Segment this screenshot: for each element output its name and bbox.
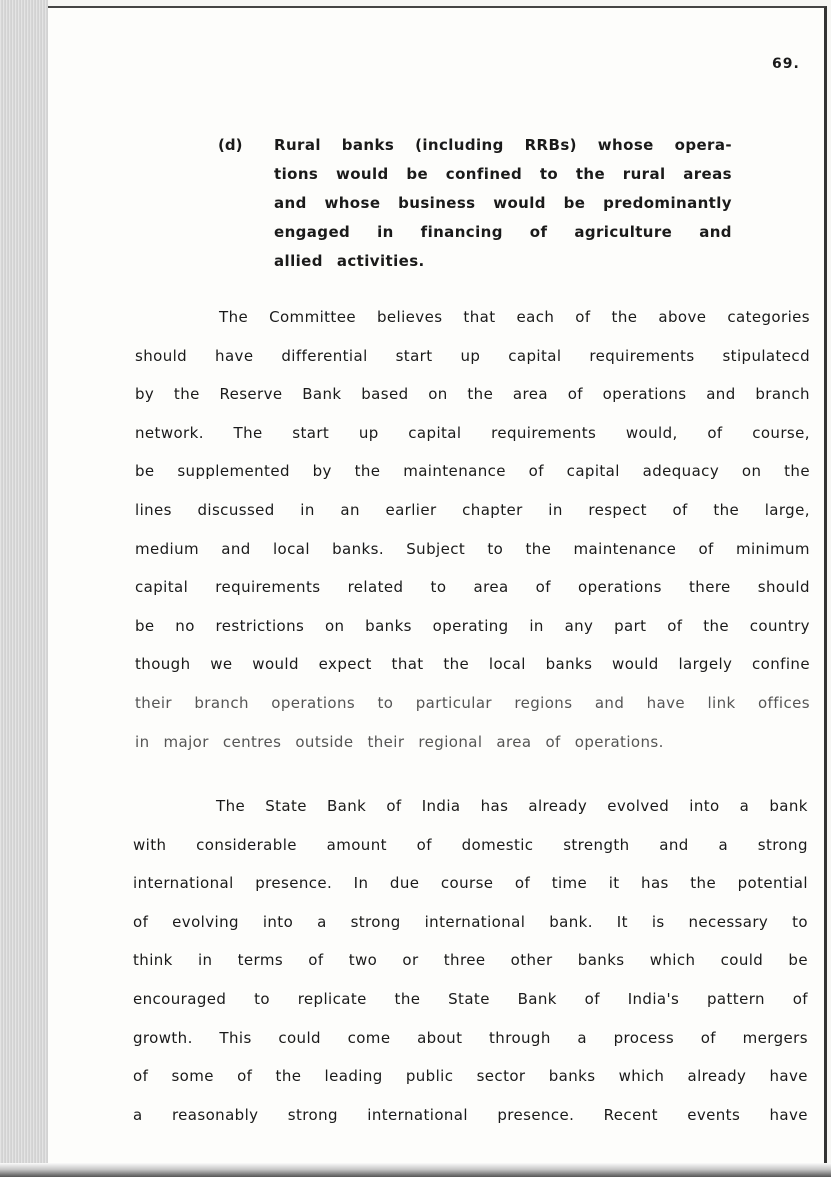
paragraph-2-line: with considerable amount of domestic strength and a strong (133, 835, 808, 854)
paragraph-1-line: medium and local banks. Subject to the maintenance of minimum (135, 539, 810, 558)
paragraph-2-line: a reasonably strong international presence. Recent events have (133, 1105, 808, 1124)
paragraph-2-line: think in terms of two or three other banks which could be (133, 951, 808, 970)
list-item-line: Rural banks (including RRBs) whose opera- (274, 136, 732, 154)
page-number: 69. (772, 56, 800, 72)
list-item-line: tions would be confined to the rural areas (274, 165, 732, 183)
list-item-line: and whose business would be predominantly (274, 194, 732, 212)
paragraph-1-line: though we would expect that the local banks would largely confine (135, 655, 810, 674)
paragraph-2-line: growth. This could come about through a process of mergers (133, 1028, 808, 1047)
paragraph-1-line: be supplemented by the maintenance of capital adequacy on the (135, 462, 810, 481)
book-spine-edge (0, 0, 48, 1177)
paragraph-1-line: capital requirements related to area of operations there should (135, 578, 810, 597)
paragraph-2-line: of some of the leading public sector banks which already have (133, 1067, 808, 1086)
paragraph-1-line: lines discussed in an earlier chapter in respect of the large, (135, 501, 810, 519)
paragraph-2-line: international presence. In due course of time it has the potential (133, 874, 808, 893)
paragraph-1-line: network. The start up capital requirements would, of course, (135, 423, 810, 442)
paragraph-2-line: The State Bank of India has already evolved into a bank (216, 797, 808, 815)
paragraph-1-line: their branch operations to particular regions and have link offices (135, 694, 810, 712)
paragraph-2-line: encouraged to replicate the State Bank of India's pattern of (133, 990, 808, 1008)
paragraph-2-line: of evolving into a strong international bank. It is necessary to (133, 912, 808, 931)
page-bottom-edge (0, 1163, 831, 1177)
paragraph-1-line: The Committee believes that each of the above categories (219, 308, 810, 326)
paragraph-1-line: should have differential start up capital requirements stipulatecd (135, 346, 810, 365)
list-item-line: engaged in financing of agriculture and (274, 223, 732, 241)
list-item-label: (d) (218, 136, 243, 154)
paragraph-1-line: by the Reserve Bank based on the area of operations and branch (135, 385, 810, 404)
paragraph-1-line: be no restrictions on banks operating in any part of the country (135, 616, 810, 635)
list-item-line: allied activities. (274, 252, 425, 270)
paragraph-1-line: in major centres outside their regional area of operations. (135, 732, 664, 751)
